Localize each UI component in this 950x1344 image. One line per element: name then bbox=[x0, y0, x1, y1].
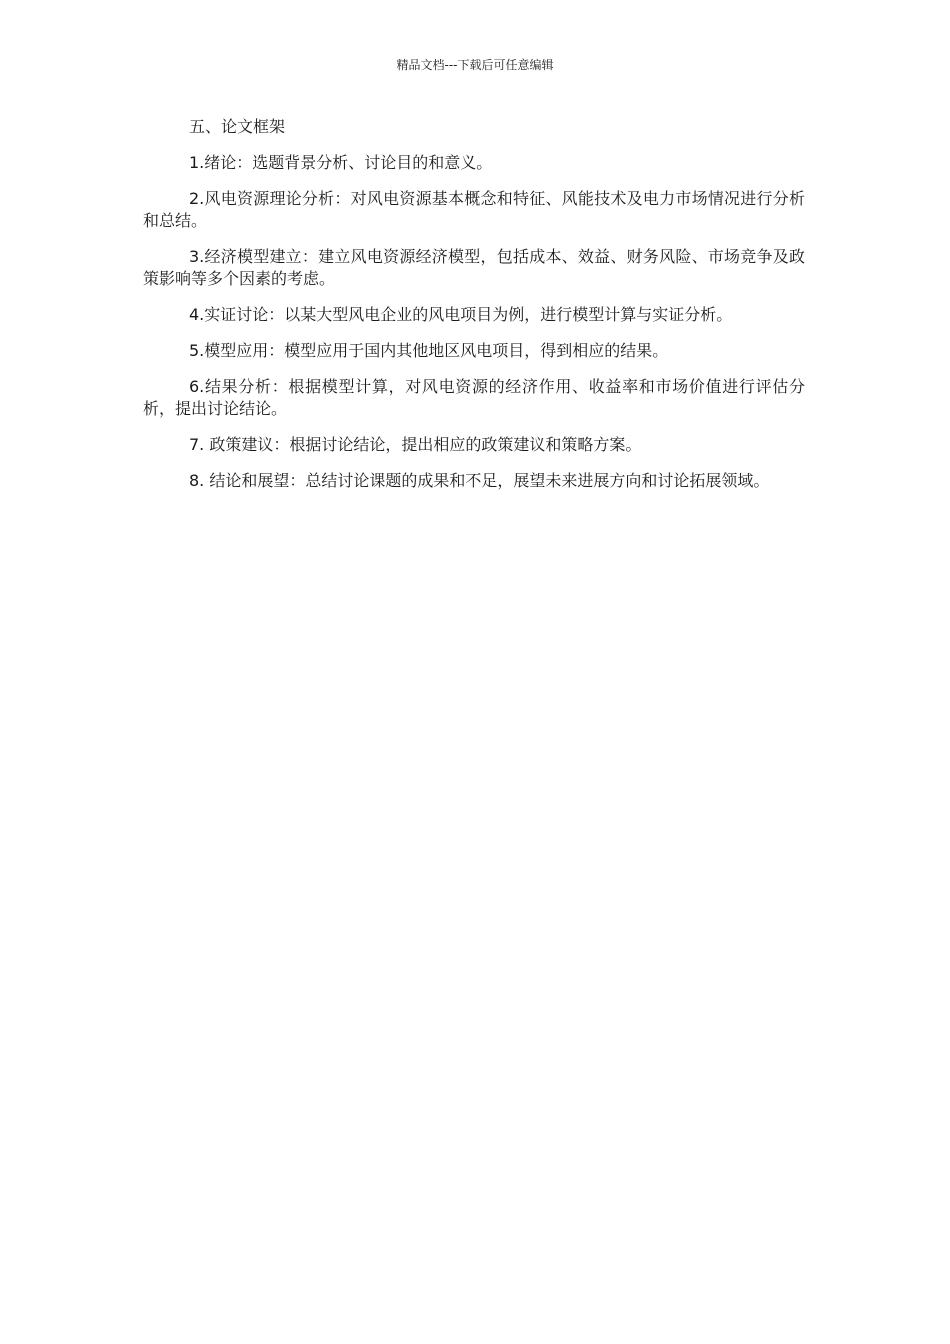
framework-item-3: 3.经济模型建立：建立风电资源经济模型，包括成本、效益、财务风险、市场竞争及政策影响等多个因素的考虑。 bbox=[143, 247, 805, 288]
section-heading: 五、论文框架 bbox=[189, 117, 286, 136]
framework-item-5: 5.模型应用：模型应用于国内其他地区风电项目，得到相应的结果。 bbox=[189, 341, 669, 360]
framework-item-4: 4.实证讨论：以某大型风电企业的风电项目为例，进行模型计算与实证分析。 bbox=[189, 305, 733, 324]
framework-item-1: 1.绪论：选题背景分析、讨论目的和意义。 bbox=[189, 153, 493, 172]
framework-item-6: 6.结果分析：根据模型计算，对风电资源的经济作用、收益率和市场价值进行评估分析，提出讨论结论。 bbox=[143, 377, 805, 418]
framework-item-2: 2.风电资源理论分析：对风电资源基本概念和特征、风能技术及电力市场情况进行分析和总结。 bbox=[143, 189, 805, 230]
page-header: 精品文档---下载后可任意编辑 bbox=[396, 58, 554, 72]
framework-item-7: 7. 政策建议：根据讨论结论，提出相应的政策建议和策略方案。 bbox=[189, 435, 642, 454]
framework-item-8: 8. 结论和展望：总结讨论课题的成果和不足，展望未来进展方向和讨论拓展领域。 bbox=[189, 471, 770, 490]
document-body bbox=[143, 116, 805, 506]
